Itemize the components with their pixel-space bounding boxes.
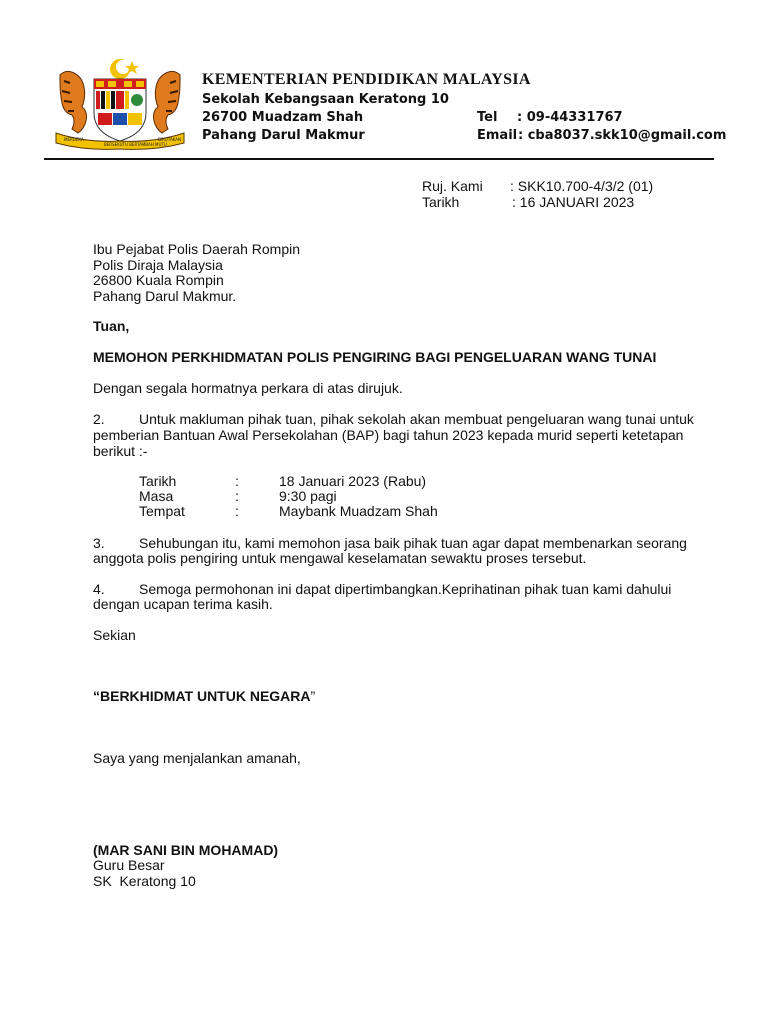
slogan-end: ” (310, 688, 316, 704)
email-value: : cba8037.skk10@gmail.com (518, 128, 727, 143)
detail-label: Tempat (139, 503, 185, 519)
para4-number: 4. (93, 581, 105, 597)
para3-line: Sehubungan itu, kami memohon jasa baik pihak tuan agar dapat membenarkan seorang (139, 535, 687, 551)
coat-of-arms-logo (50, 55, 190, 150)
salutation: Tuan, (93, 318, 130, 334)
tel-value: : 09-44331767 (517, 110, 623, 125)
date-label: Tarikh (422, 194, 460, 210)
para2-line: Untuk makluman pihak tuan, pihak sekolah akan membuat pengeluaran wang tunai untuk (139, 411, 694, 427)
recipient-line: Ibu Pejabat Polis Daerah Rompin (93, 241, 301, 257)
ref-value: : SKK10.700-4/3/2 (01) (510, 178, 654, 194)
date-value: : 16 JANUARI 2023 (512, 194, 635, 210)
para4-line: Semoga permohonan ini dapat dipertimbangkan.Keprihatinan pihak tuan kami dahului (139, 581, 672, 597)
detail-label: Tarikh (139, 473, 177, 489)
subject-heading: MEMOHON PERKHIDMATAN POLIS PENGIRING BAGI PENGELUARAN WANG TUNAI (93, 349, 657, 365)
recipient-line: Polis Diraja Malaysia (93, 257, 223, 273)
crest-banner-right: DIKOTAKAN (158, 137, 181, 142)
detail-separator: : (235, 503, 239, 519)
school-address-1: 26700 Muadzam Shah (202, 110, 364, 125)
detail-separator: : (235, 488, 239, 504)
closing-text: Sekian (93, 627, 136, 643)
tel-label: Tel (477, 110, 498, 125)
para3-line: anggota polis pengiring untuk mengawal keselamatan sewaktu proses tersebut. (93, 550, 587, 566)
detail-label: Masa (139, 488, 174, 504)
crest-motto: BERSEKUTU BERTAMBAH MUTU (104, 142, 167, 147)
para2-line: berikut :- (93, 443, 148, 459)
email-label: Email (477, 128, 518, 143)
letterhead-divider (44, 158, 714, 160)
crest-banner-left: MERDEKA (64, 137, 84, 142)
ref-label: Ruj. Kami (422, 178, 483, 194)
detail-value: Maybank Muadzam Shah (279, 503, 438, 519)
detail-value: 18 Januari 2023 (Rabu) (279, 473, 427, 489)
recipient-line: Pahang Darul Makmur. (93, 288, 237, 304)
signatory-school: SK Keratong 10 (93, 873, 196, 889)
para4-line: dengan ucapan terima kasih. (93, 596, 273, 612)
signatory-title: Guru Besar (93, 857, 165, 873)
slogan-bold: “BERKHIDMAT UNTUK NEGARA (93, 688, 311, 704)
detail-value: 9:30 pagi (279, 488, 337, 504)
slogan (93, 688, 315, 704)
signatory-name: (MAR SANI BIN MOHAMAD) (93, 842, 279, 858)
school-address-2: Pahang Darul Makmur (202, 128, 365, 143)
para2-number: 2. (93, 411, 105, 427)
recipient-line: 26800 Kuala Rompin (93, 272, 224, 288)
detail-separator: : (235, 473, 239, 489)
trust-line: Saya yang menjalankan amanah, (93, 750, 301, 766)
ministry-title: KEMENTERIAN PENDIDIKAN MALAYSIA (202, 71, 531, 88)
intro-text: Dengan segala hormatnya perkara di atas dirujuk. (93, 380, 403, 396)
para2-line: pemberian Bantuan Awal Persekolahan (BAP) bagi tahun 2023 kepada murid seperti ketetapan (93, 427, 684, 443)
para3-number: 3. (93, 535, 105, 551)
school-name: Sekolah Kebangsaan Keratong 10 (202, 92, 449, 107)
